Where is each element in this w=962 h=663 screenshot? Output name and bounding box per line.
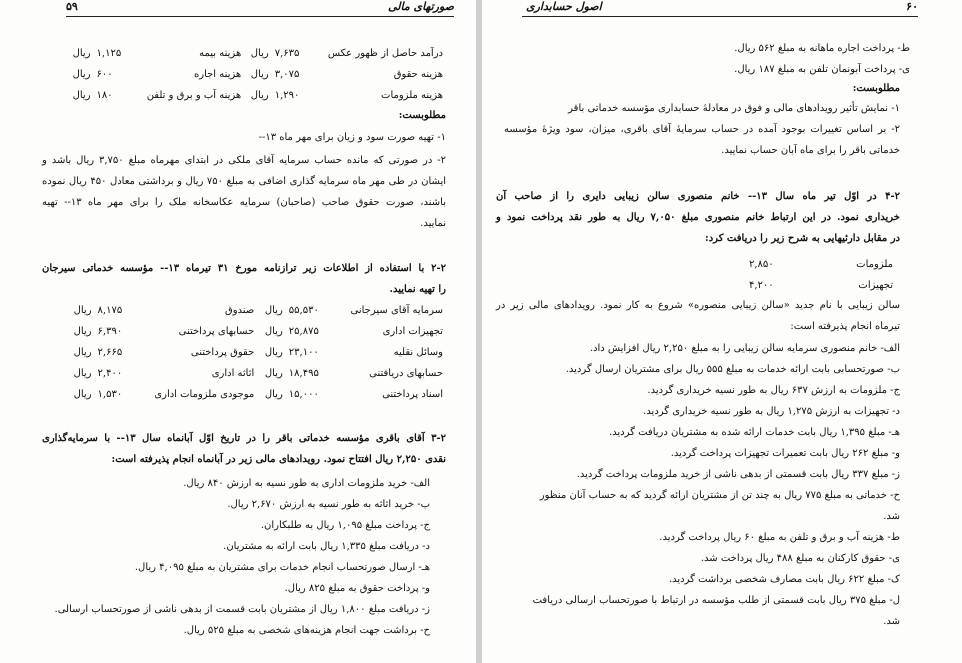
left-page [0,0,476,663]
exercise-2-2-heading [42,258,446,300]
cell-unit2: ریال [72,90,91,101]
text-line: ۲- بر اساس تغییرات بوجود آمده در حساب سرمایهٔ آقای باقری، میزان، سود ویژهٔ مؤسسه [504,124,900,135]
cell-amount: ۲,۸۵۰ [749,259,774,270]
text-line: را تهیه نمایید. [389,284,446,295]
list-item: ل- مبلغ ۳۷۵ ریال بابت قسمتی از طلب مؤسسه در ارتباط با صورتحساب ارسالی دریافت [532,595,900,606]
cell-label: اسناد پرداختنی [382,389,443,400]
cell-label: هزینه ملزومات [381,90,443,101]
text-line: ۲- در صورتی که مانده حساب سرمایه آقای ملکی در ابتدای مهرماه مبلغ ۳,۷۵۰ ریال باشد و [42,155,446,166]
cell-amount: ۵۵,۵۳۰ [288,305,319,316]
list-item: الف- خانم منصوری سرمایه سالن زیبایی را به مبلغ ۲,۲۵۰ ریال افزایش داد. [589,343,900,354]
right-page [482,0,962,663]
cell-label: تجهیزات [858,280,893,291]
left-req1: ۱- تهیه صورت سود و زیان برای مهر ماه ۱۳-- [258,132,446,143]
income-table [66,43,446,106]
right-top-items [530,38,910,80]
cell-amount2: ۶,۳۹۰ [97,326,123,337]
cell-unit: ریال [264,347,283,358]
list-item: و- پرداخت حقوق به مبلغ ۸۲۵ ریال. [284,583,430,594]
income-row [66,43,446,64]
cell-label: تجهیزات اداری [382,326,443,337]
balance-table [66,300,446,405]
cell-label2: هزینه اجاره [194,69,242,80]
cell-unit2: ریال [72,69,91,80]
cell-unit2: ریال [73,368,92,379]
cell-label: درآمد حاصل از ظهور عکس [327,48,443,59]
cell-label2: اثاثه اداری [211,368,255,379]
text-line: ۳-۲ آقای باقری مؤسسه خدماتی باقر را در تاریخ اوّل آبانماه سال ۱۳-- با سرمایه‌گذاری [42,433,446,444]
list-item: ب- صورتحسابی بابت ارائه خدمات به مبلغ ۵۵۵ ریال برای مشتریان ارسال گردید. [565,364,900,375]
text-line: نمایید. [420,218,446,229]
list-item: د- تجهیزات به ارزش ۱,۲۷۵ ریال به طور نسیه خریداری گردید. [643,406,900,417]
left-required-label: مطلوبست: [398,110,446,121]
text-line: سالن زیبایی با نام جدید «سالن زیبایی منصوره» شروع به کار نمود. رویدادهای مالی زیر در [496,300,900,311]
cell-amount: ۴,۲۰۰ [749,280,774,291]
cell-label2: هزینه آب و برق و تلفن [146,90,242,101]
list-item: و- مبلغ ۲۶۲ ریال بابت تعمیرات تجهیزات پرداخت گردید. [670,448,900,459]
cell-label2: حقوق پرداختنی [190,347,255,358]
assets-table [746,254,896,296]
cell-label: ملزومات [856,259,893,270]
cell-label2: صندوق [224,305,255,316]
list-item: ط- هزینه آب و برق و تلفن به مبلغ ۶۰ ریال پرداخت گردید. [659,532,900,543]
exercise-2-4-items [496,338,900,632]
cell-amount: ۷,۶۳۵ [274,48,300,59]
cell-amount2: ۲,۶۶۵ [97,347,123,358]
cell-label: هزینه حقوق [393,69,443,80]
list-item: ب- خرید اثاثه به طور نسیه به ارزش ۲,۶۷۰ ریال. [227,499,430,510]
right-req1: ۱- نمایش تأثیر رویدادهای مالی و فوق در معادلهٔ حسابداری مؤسسه خدماتی باقر [568,103,900,114]
cell-unit: ریال [264,326,283,337]
cell-unit2: ریال [73,326,92,337]
text-line: ایشان در طی مهر ماه سرمایه گذاری اضافی به مبلغ ۷۵۰ ریال و برداشتی معادل ۴۵۰ ریال نموده [42,176,446,187]
right-required-label: مطلوبست: [852,83,900,94]
cell-unit: ریال [264,389,283,400]
left-page-header [66,0,454,17]
left-page-number: ۵۹ [66,0,78,13]
cell-label2: موجودی ملزومات اداری [154,389,255,400]
cell-label2: هزینه بیمه [199,48,242,59]
list-item: ح- برداشت جهت انجام هزینه‌های شخصی به مبلغ ۵۲۵ ریال. [183,625,430,636]
list-item: هـ- ارسال صورتحساب انجام خدمات برای مشتریان به مبلغ ۴,۰۹۵ ریال. [134,562,430,573]
right-intro [496,295,900,337]
cell-unit: ریال [250,69,269,80]
balance-row [66,384,446,405]
exercise-2-4-heading [496,186,900,249]
cell-unit: ریال [264,305,283,316]
cell-amount: ۱۵,۰۰۰ [288,389,319,400]
cell-label: وسائل نقلیه [393,347,443,358]
right-requirements [504,98,900,161]
list-item: هـ- مبلغ ۱,۳۹۵ ریال بابت خدمات ارائه شده به مشتریان دریافت گردید. [608,427,900,438]
cell-amount: ۲۳,۱۰۰ [288,347,319,358]
balance-row [66,321,446,342]
list-item: شد. [883,616,900,627]
list-item: ز- مبلغ ۳۳۷ ریال بابت قسمتی از بدهی ناشی از خرید ملزومات پرداخت گردید. [576,469,900,480]
cell-amount: ۱۸,۴۹۵ [288,368,319,379]
left-req2 [42,150,446,234]
cell-amount2: ۲,۴۰۰ [97,368,123,379]
cell-amount: ۲۵,۸۷۵ [288,326,319,337]
balance-row [66,300,446,321]
exercise-2-3-heading [42,428,446,470]
income-row [66,85,446,106]
cell-label: سرمایه آقای سیرجانی [350,305,443,316]
text-line: باشند، صورت حقوق صاحب (صاحبان) سرمایه عکاسخانه ملک را برای مهر ماه ۱۳-- تهیه [42,197,446,208]
balance-row [66,363,446,384]
left-running-title: صورتهای مالی [387,0,454,13]
cell-amount2: ۱,۵۳۰ [97,389,123,400]
text-line: نقدی ۲,۲۵۰ ریال افتتاح نمود. رویدادهای مالی زیر در آبانماه انجام پذیرفته است: [111,454,446,465]
cell-amount: ۳,۰۷۵ [274,69,300,80]
exercise-2-3-items [40,473,430,641]
cell-amount2: ۶۰۰ [96,69,113,80]
cell-unit: ریال [250,48,269,59]
text-line: تیرماه انجام پذیرفته است: [790,321,900,332]
list-item: ط- پرداخت اجاره ماهانه به مبلغ ۵۶۲ ریال. [734,43,910,54]
text-line: در مقابل دارئیهایی به شرح زیر را دریافت کرد: [705,233,900,244]
list-item: ک- مبلغ ۶۲۲ ریال بابت مصارف شخصی برداشت گردید. [668,574,900,585]
list-item: ز- دریافت مبلغ ۱,۸۰۰ ریال از مشتریان بابت قسمت از بدهی ناشی از صورتحساب ارسالی. [54,604,430,615]
right-page-header [522,0,918,17]
asset-row [746,275,896,296]
cell-amount2: ۱,۱۲۵ [96,48,122,59]
list-item: د- دریافت مبلغ ۱,۳۳۵ ریال بابت ارائه به مشتریان. [223,541,430,552]
income-row [66,64,446,85]
cell-unit: ریال [264,368,283,379]
right-page-number: ۶۰ [906,0,918,13]
cell-amount2: ۸,۱۷۵ [97,305,123,316]
list-item: ی- حقوق کارکنان به مبلغ ۴۸۸ ریال پرداخت شد. [700,553,900,564]
cell-unit2: ریال [72,48,91,59]
text-line: خدماتی باقر را برای ماه آبان حساب نمایید. [721,145,900,156]
cell-unit2: ریال [73,347,92,358]
text-line: خریداری نمود. در این ارتباط خانم منصوری مبلغ ۷,۰۵۰ ریال به طور نقد پرداخت نمود و [496,212,900,223]
list-item: الف- خرید ملزومات اداری به طور نسیه به ارزش ۸۴۰ ریال. [183,478,430,489]
cell-unit2: ریال [73,389,92,400]
balance-row [66,342,446,363]
cell-amount2: ۱۸۰ [96,90,113,101]
right-running-title: اصول حسابداری [526,0,602,13]
text-line: ۴-۲ در اوّل تیر ماه سال ۱۳-- خانم منصوری سالن زیبایی دایری را از صاحب آن [496,191,900,202]
cell-label2: حسابهای پرداختنی [178,326,255,337]
text-line: ۲-۲ با استفاده از اطلاعات زیر ترازنامه مورخ ۳۱ تیرماه ۱۳-- مؤسسه خدماتی سیرجان [42,263,446,274]
list-item: ج- ملزومات به ارزش ۶۳۷ ریال به طور نسیه خریداری گردید. [647,385,900,396]
asset-row [746,254,896,275]
list-item: ی- پرداخت آبونمان تلفن به مبلغ ۱۸۷ ریال. [734,64,910,75]
cell-amount: ۱,۲۹۰ [274,90,300,101]
cell-unit2: ریال [73,305,92,316]
cell-unit: ریال [250,90,269,101]
list-item: شد. [883,511,900,522]
list-item: ج- پرداخت مبلغ ۱,۰۹۵ ریال به طلبکاران. [260,520,430,531]
cell-label: حسابهای دریافتنی [369,368,443,379]
list-item: ح- خدماتی به مبلغ ۷۷۵ ریال به چند تن از مشتریان ارائه گردید که به حساب آنان منظور [539,490,900,501]
